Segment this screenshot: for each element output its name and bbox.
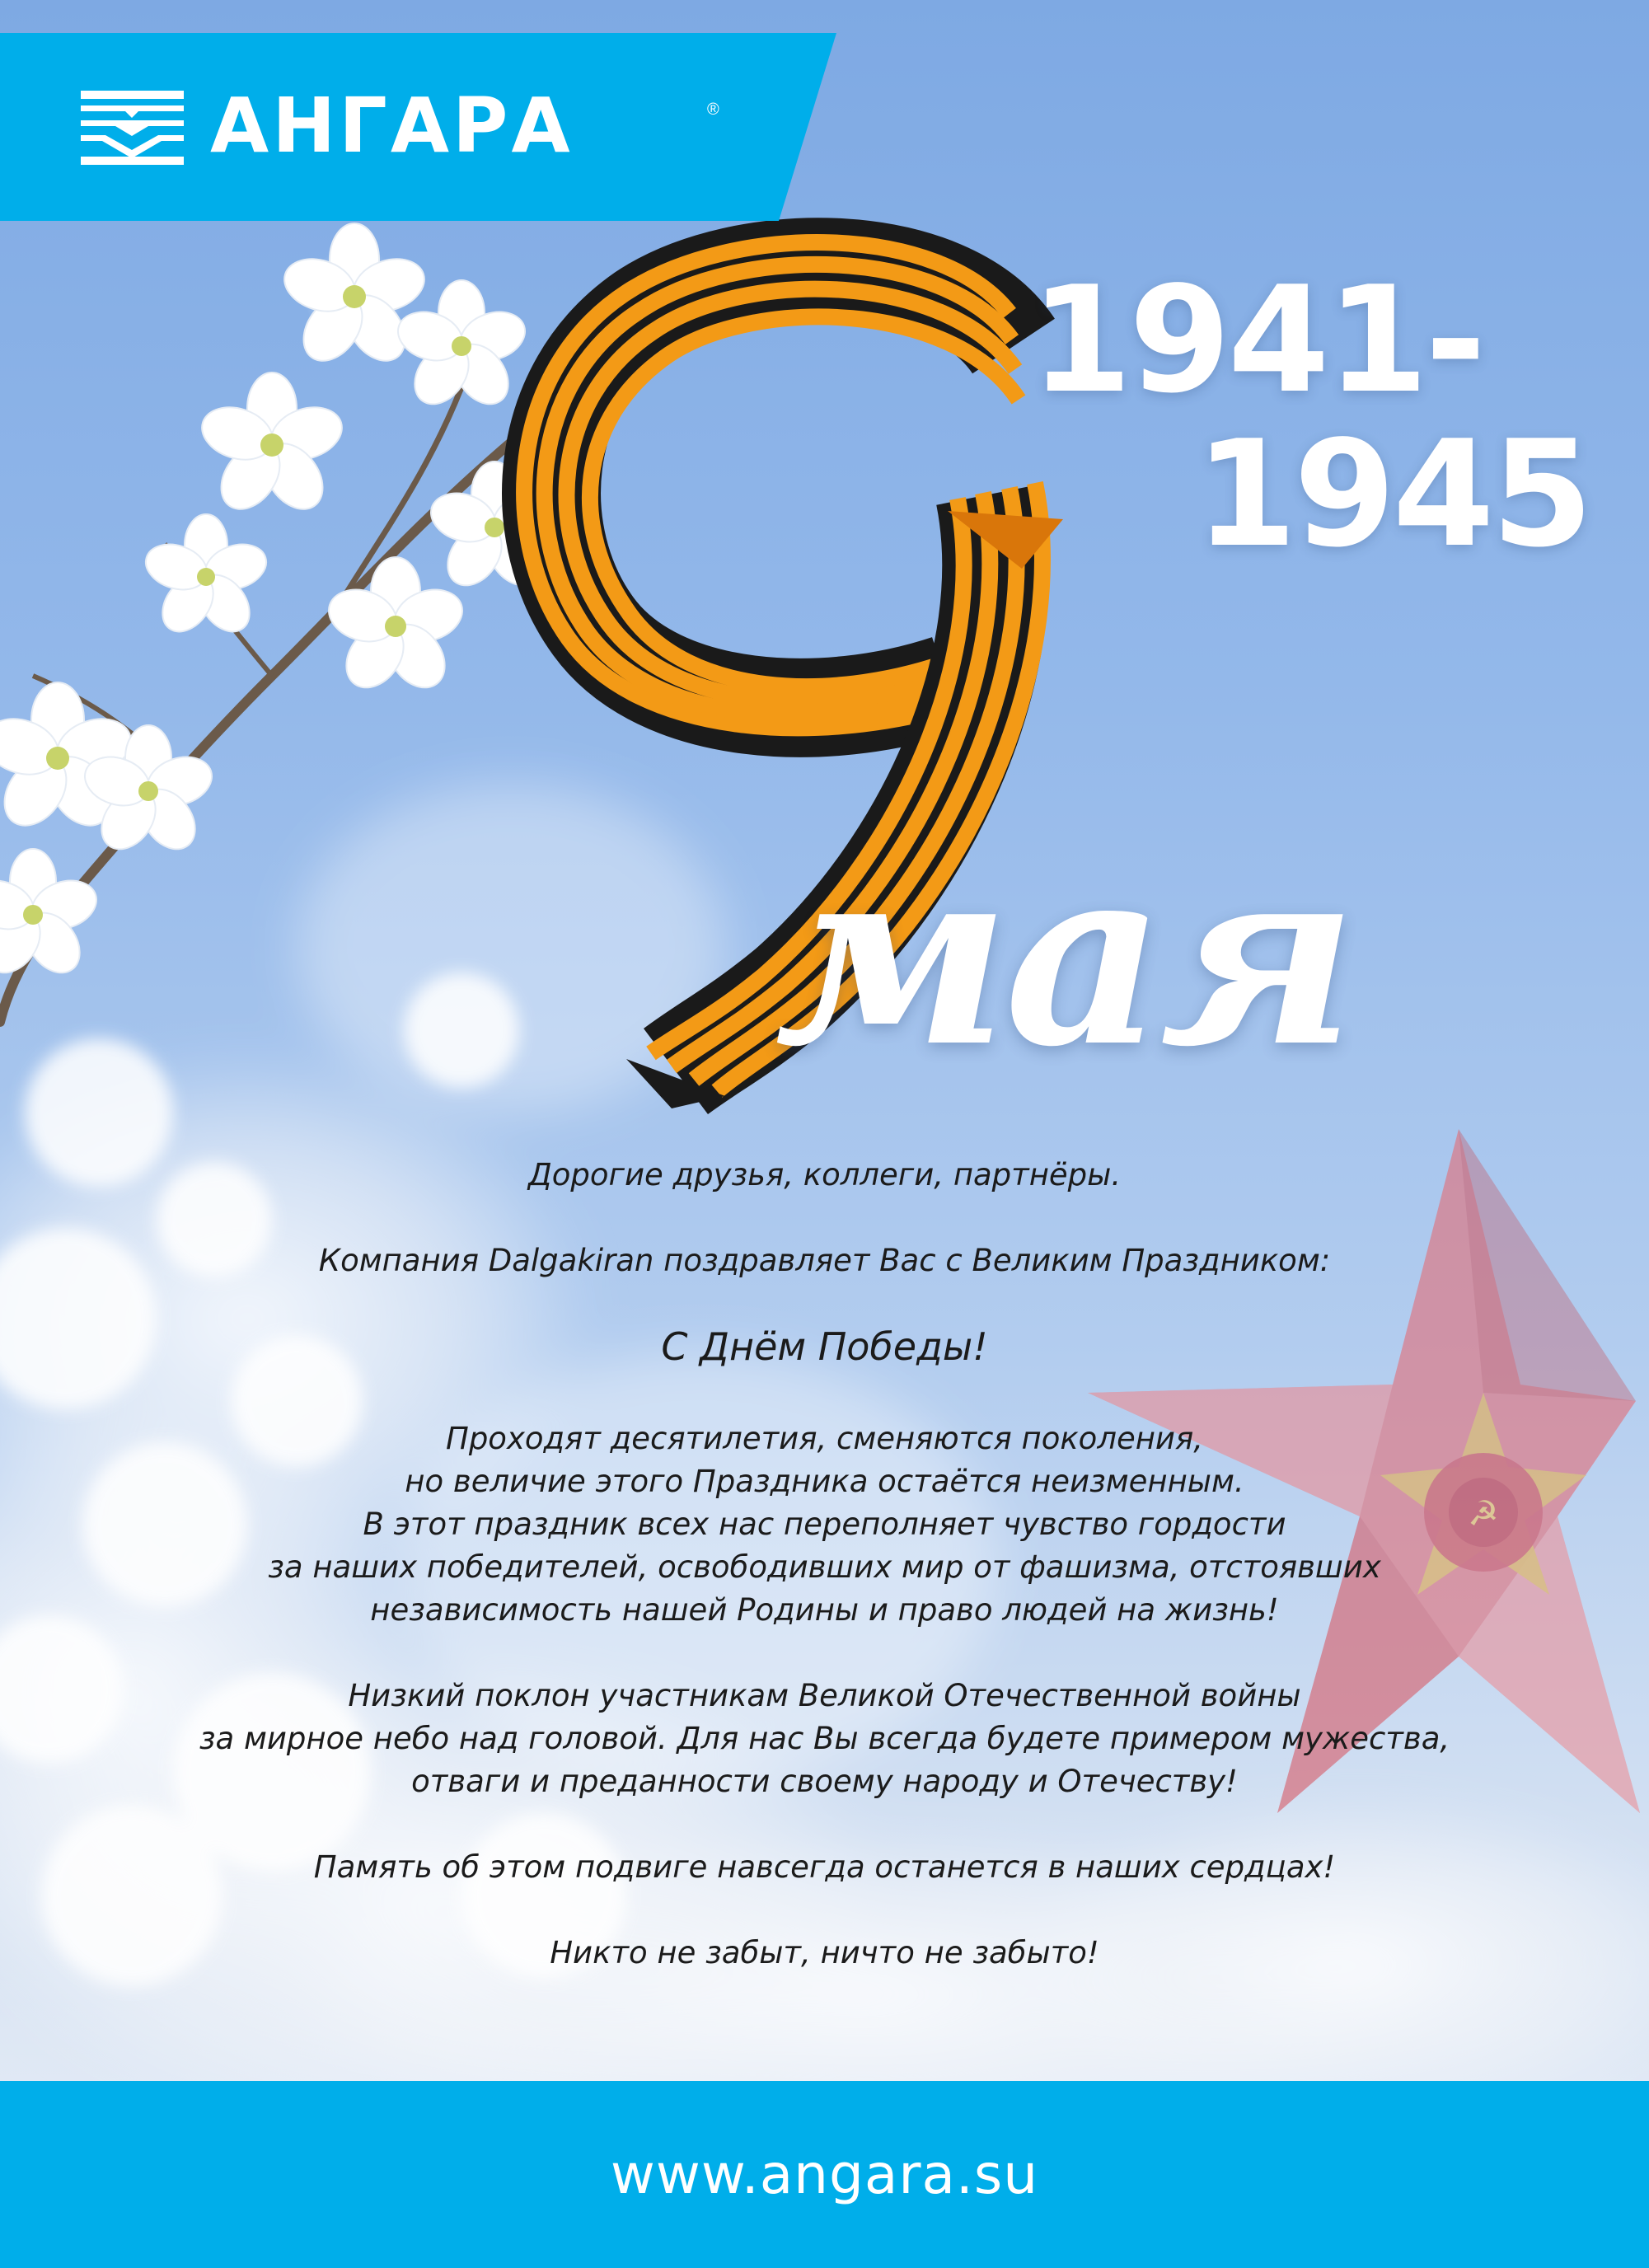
paragraph-1-line: но величие этого Праздника остаётся неизменным. [405,1464,1244,1499]
svg-text:☭: ☭ [1468,1493,1499,1534]
paragraph-1-line: Проходят десятилетия, сменяются поколения, [446,1421,1203,1456]
year-end: 1945 [1195,409,1590,579]
paragraph-1-line: независимость нашей Родины и право людей на жизнь! [370,1592,1279,1628]
brand-logo-text: АНГАРА [210,82,574,170]
memory-line: Память об этом подвиге навсегда останется в наших сердцах! [313,1849,1336,1885]
salutation: Дорогие друзья, коллеги, партнёры. [527,1157,1122,1193]
victory-day: С Днём Победы! [661,1324,988,1369]
closing-line: Никто не забыт, ничто не забыто! [550,1935,1099,1970]
year-start: 1941- [1030,255,1483,425]
month-title: мая [775,810,1352,1101]
paragraph-1-line: В этот праздник всех нас переполняет чувство гордости [363,1507,1286,1542]
registered-mark: ® [707,101,719,119]
website-link[interactable]: www.angara.su [610,2143,1039,2206]
paragraph-2-line: за мирное небо над головой. Для нас Вы всегда будете примером мужества, [199,1721,1450,1756]
footer-bar [0,2081,1649,2268]
congratulation: Компания Dalgakiran поздравляет Вас с Великим Праздником: [318,1243,1331,1278]
angara-wave-logo-icon [81,91,184,165]
paragraph-2-line: отваги и преданности своему народу и Отечеству! [411,1764,1238,1799]
paragraph-2-line: Низкий поклон участникам Великой Отечественной войны [348,1678,1301,1713]
paragraph-1-line: за наших победителей, освободивших мир от фашизма, отстоявших [268,1549,1381,1585]
